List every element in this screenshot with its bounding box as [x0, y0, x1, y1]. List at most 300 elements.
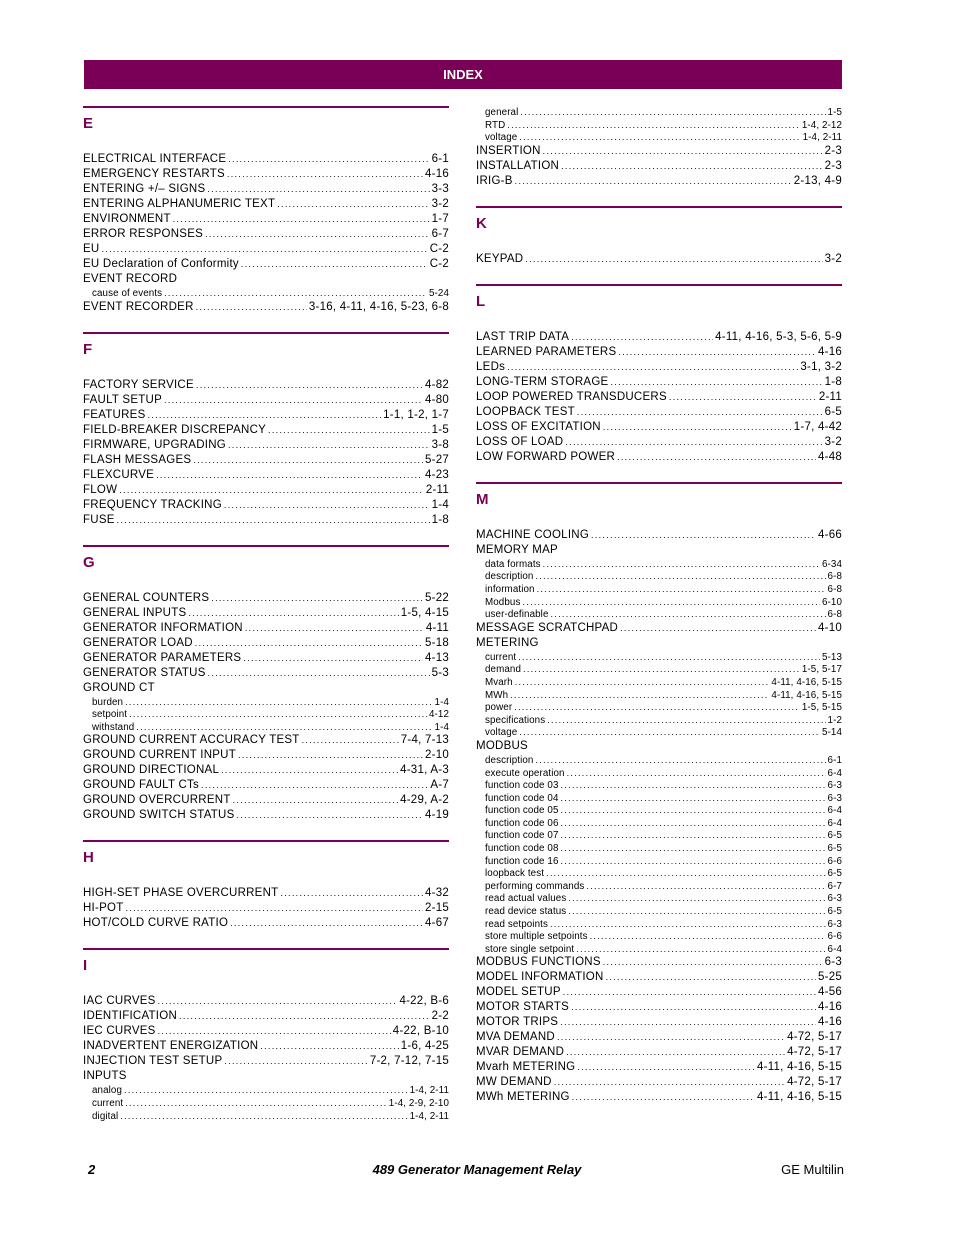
dot-leader — [514, 701, 800, 714]
entry-pages: 1-4, 2-11 — [802, 132, 842, 144]
index-entry-inadvertent-energization — [83, 1039, 449, 1054]
entry-term: Mvarh METERING — [476, 1061, 576, 1074]
section-divider — [83, 332, 449, 334]
entry-term: specifications — [485, 714, 546, 726]
index-subentry-power — [476, 701, 842, 714]
dot-leader — [117, 513, 430, 528]
index-entry-memory-map — [476, 543, 842, 558]
entry-pages: A-7 — [430, 779, 449, 792]
dot-leader — [158, 1024, 391, 1039]
entry-pages: 4-12 — [428, 709, 449, 721]
dot-leader — [561, 804, 826, 817]
entry-term: FREQUENCY TRACKING — [83, 498, 222, 511]
dot-leader — [241, 257, 428, 272]
entry-pages: 3-8 — [431, 438, 449, 451]
entry-term: METERING — [476, 636, 539, 649]
entry-pages: 5-22 — [424, 591, 449, 604]
dot-leader — [617, 450, 816, 465]
entry-pages: 1-4, 2-12 — [801, 119, 842, 131]
dot-leader — [563, 985, 816, 1000]
index-subentry-read-actual-values — [476, 892, 842, 905]
dot-leader — [519, 131, 800, 144]
index-entry-loss-of-excitation — [476, 420, 842, 435]
entry-pages: 1-8 — [431, 513, 449, 526]
entry-term: GROUND CURRENT INPUT — [83, 749, 237, 762]
entry-pages: 4-11 — [425, 621, 449, 634]
entry-pages: 6-3 — [827, 893, 842, 905]
entry-pages: 2-2 — [431, 1010, 449, 1023]
entry-term: HOT/COLD CURVE RATIO — [83, 917, 229, 930]
index-entry-ground-current-input — [83, 748, 449, 763]
dot-leader — [224, 1054, 367, 1069]
entry-term: performing commands — [485, 880, 585, 892]
entry-pages: 7-4, 7-13 — [400, 734, 449, 747]
entry-term: ENTERING +/– SIGNS — [83, 183, 206, 195]
index-section-h — [83, 840, 449, 931]
entry-pages: 4-22, B-6 — [399, 995, 449, 1008]
dot-leader — [561, 159, 823, 174]
entry-pages: 4-66 — [817, 528, 842, 541]
index-subentry-read-setpoints — [476, 918, 842, 931]
dot-leader — [523, 663, 800, 676]
entry-term: ENTERING ALPHANUMERIC TEXT — [83, 198, 276, 210]
index-section-k — [476, 206, 842, 267]
entry-pages: 3-2 — [824, 252, 842, 265]
entry-pages: 2-15 — [424, 902, 449, 915]
entry-term: EU Declaration of Conformity — [83, 258, 239, 270]
entry-pages: 1-4, 2-11 — [409, 1085, 449, 1097]
entry-term: INSTALLATION — [476, 159, 560, 172]
dot-leader — [195, 636, 423, 651]
index-subentry-burden — [83, 696, 449, 709]
entry-pages: 4-67 — [424, 917, 449, 930]
index-entry-hi-pot — [83, 901, 449, 916]
entry-term: HIGH-SET PHASE OVERCURRENT — [83, 887, 279, 900]
entry-pages: 1-4 — [434, 721, 449, 733]
index-entry-entering-signs — [83, 182, 449, 197]
section-letter: I — [83, 957, 88, 975]
entry-term: GROUND DIRECTIONAL — [83, 764, 220, 777]
dot-leader — [230, 916, 423, 931]
entry-pages: 2-11 — [818, 390, 842, 403]
entry-pages: 3-3 — [431, 183, 449, 195]
entry-term: EU — [83, 243, 100, 255]
entry-term: GENERATOR INFORMATION — [83, 621, 243, 634]
entry-term: INSERTION — [476, 144, 541, 157]
index-subentry-voltage — [476, 131, 842, 144]
dot-leader — [535, 754, 825, 767]
dot-leader — [554, 1075, 785, 1090]
entry-pages: 6-6 — [827, 855, 842, 867]
dot-leader — [561, 779, 826, 792]
entry-pages: 5-14 — [821, 727, 842, 739]
dot-leader — [245, 621, 424, 636]
dot-leader — [591, 528, 816, 543]
index-section-i — [83, 948, 449, 1122]
entry-term: general — [485, 107, 519, 118]
entry-pages: 4-11, 4-16, 5-15 — [757, 1061, 842, 1074]
entry-term: ERROR RESPONSES — [83, 228, 204, 240]
entry-term: MOTOR STARTS — [476, 1001, 570, 1014]
index-entry-mvarh-metering — [476, 1060, 842, 1075]
dot-leader — [207, 182, 429, 197]
index-entry-event-record — [83, 272, 449, 287]
entry-term: MODBUS FUNCTIONS — [476, 956, 601, 969]
footer-company: GE Multilin — [781, 1162, 844, 1177]
dot-leader — [179, 1009, 430, 1024]
section-divider — [83, 948, 449, 950]
entry-pages: 4-80 — [424, 393, 449, 406]
dot-leader — [243, 651, 423, 666]
entry-pages: 2-3 — [824, 159, 842, 172]
dot-leader — [158, 994, 398, 1009]
index-subentry-cause-of-events — [83, 287, 449, 300]
dot-leader — [224, 498, 430, 513]
dot-leader — [603, 420, 792, 435]
index-entry-last-trip-data — [476, 330, 842, 345]
dot-leader — [567, 767, 826, 780]
entry-term: INADVERTENT ENERGIZATION — [83, 1040, 259, 1053]
entry-term: burden — [92, 696, 124, 708]
entry-term: MWh — [485, 689, 509, 701]
section-letter: H — [83, 849, 94, 867]
dot-leader — [205, 227, 430, 242]
entry-term: read device status — [485, 906, 567, 918]
entry-pages: 1-1, 1-2, 1-7 — [383, 408, 449, 421]
dot-leader — [227, 167, 423, 182]
entry-pages: 6-3 — [827, 780, 842, 792]
entry-pages: 5-24 — [428, 288, 449, 299]
entry-term: LEDs — [476, 360, 506, 373]
entry-pages: 3-1, 3-2 — [800, 360, 842, 373]
entry-term: LOOP POWERED TRANSDUCERS — [476, 390, 667, 403]
footer-document-title: 489 Generator Management Relay — [372, 1162, 582, 1177]
index-entry-mva-demand — [476, 1030, 842, 1045]
entry-term: LEARNED PARAMETERS — [476, 345, 617, 358]
index-subentry-function-code-08 — [476, 842, 842, 855]
entry-term: FLOW — [83, 483, 118, 496]
entry-pages: 4-82 — [424, 378, 449, 391]
entry-term: MACHINE COOLING — [476, 528, 590, 541]
entry-term: Mvarh — [485, 676, 513, 688]
dot-leader — [148, 408, 382, 423]
dot-leader — [193, 453, 423, 468]
index-subentry-modbus — [476, 596, 842, 609]
index-entry-loop-powered-transducers — [476, 390, 842, 405]
entry-term: description — [485, 571, 534, 583]
entry-pages: 4-16 — [817, 1001, 842, 1014]
entry-term: function code 05 — [485, 805, 559, 817]
index-entry-environment — [83, 212, 449, 227]
index-subentry-function-code-03 — [476, 779, 842, 792]
index-entry-high-set-phase-overcurrent — [83, 886, 449, 901]
dot-leader — [551, 608, 826, 621]
entry-term: LOSS OF EXCITATION — [476, 420, 601, 433]
index-entry-error-responses — [83, 227, 449, 242]
entry-term: Modbus — [485, 596, 521, 608]
section-divider — [476, 284, 842, 286]
index-subentry-user-definable — [476, 608, 842, 621]
entry-term: MODBUS — [476, 739, 528, 752]
dot-leader — [515, 174, 792, 189]
entry-pages: 1-4, 2-11 — [409, 1110, 449, 1122]
index-entry-generator-load — [83, 636, 449, 651]
index-subentry-information — [476, 583, 842, 596]
entry-pages: 2-3 — [824, 144, 842, 157]
entry-term: MOTOR TRIPS — [476, 1016, 559, 1029]
index-entry-entering-alphanumeric-text — [83, 197, 449, 212]
dot-leader — [221, 763, 398, 778]
dot-leader — [535, 570, 825, 583]
section-letter: F — [83, 340, 93, 358]
entry-pages: 4-22, B-10 — [392, 1025, 449, 1038]
section-divider — [83, 106, 449, 108]
entry-term: user-definable — [485, 609, 549, 621]
entry-term: FUSE — [83, 513, 115, 526]
entry-pages: 6-5 — [827, 906, 842, 918]
entry-term: HI-POT — [83, 902, 124, 915]
entry-term: FAULT SETUP — [83, 393, 163, 406]
entry-term: MODEL SETUP — [476, 986, 561, 999]
index-entry-flexcurve — [83, 468, 449, 483]
entry-pages: 4-19 — [424, 809, 449, 822]
index-subentry-read-device-status — [476, 905, 842, 918]
dot-leader — [522, 596, 820, 609]
entry-term: function code 07 — [485, 830, 559, 842]
index-subentry-performing-commands — [476, 880, 842, 893]
entry-pages: 5-13 — [821, 651, 842, 663]
left-index-column — [83, 106, 449, 1139]
dot-leader — [572, 1090, 755, 1105]
index-subentry-voltage — [476, 726, 842, 739]
index-subentry-analog — [83, 1084, 449, 1097]
entry-term: FEATURES — [83, 408, 146, 421]
dot-leader — [136, 721, 432, 734]
index-section-m — [476, 482, 842, 1106]
dot-leader — [101, 242, 427, 257]
index-entry-hot-cold-curve-ratio — [83, 916, 449, 931]
index-entry-modbus-functions — [476, 955, 842, 970]
entry-term: LOOPBACK TEST — [476, 405, 575, 418]
index-subentry-description — [476, 754, 842, 767]
index-entry-mwh-metering — [476, 1090, 842, 1105]
entry-pages: 6-6 — [827, 931, 842, 943]
entry-pages: 4-23 — [424, 468, 449, 481]
entry-term: IRIG-B — [476, 174, 513, 187]
index-entry-modbus — [476, 739, 842, 754]
index-entry-fuse — [83, 513, 449, 528]
entry-pages: 1-8 — [824, 375, 842, 388]
dot-leader — [537, 583, 826, 596]
entry-term: execute operation — [485, 767, 565, 779]
entry-term: GROUND CURRENT ACCURACY TEST — [83, 734, 300, 747]
entry-term: RTD — [485, 119, 506, 131]
entry-pages: 2-10 — [424, 749, 449, 762]
index-entry-leds — [476, 360, 842, 375]
entry-term: GROUND OVERCURRENT — [83, 794, 231, 807]
entry-term: MWh METERING — [476, 1091, 570, 1104]
entry-pages: 4-13 — [424, 651, 449, 664]
entry-pages: 3-2 — [431, 198, 449, 210]
dot-leader — [606, 970, 816, 985]
dot-leader — [201, 778, 428, 793]
index-subentry-function-code-16 — [476, 855, 842, 868]
dot-leader — [515, 676, 770, 689]
index-entry-frequency-tracking — [83, 498, 449, 513]
entry-pages: 1-4, 2-9, 2-10 — [388, 1097, 449, 1109]
index-subentry-description — [476, 570, 842, 583]
entry-term: LOSS OF LOAD — [476, 435, 564, 448]
section-letter: K — [476, 214, 487, 232]
entry-term: read setpoints — [485, 918, 548, 930]
entry-pages: 4-16 — [817, 345, 842, 358]
entry-pages: 1-5, 4-15 — [400, 606, 449, 619]
entry-pages: 1-5, 5-15 — [801, 702, 842, 714]
dot-leader — [560, 1015, 816, 1030]
index-entry-irig-b — [476, 174, 842, 189]
dot-leader — [277, 197, 429, 212]
entry-pages: 1-7, 4-42 — [793, 420, 842, 433]
entry-term: INJECTION TEST SETUP — [83, 1055, 223, 1068]
entry-term: MEMORY MAP — [476, 543, 558, 556]
index-entry-ground-ct — [83, 681, 449, 696]
entry-pages: C-2 — [429, 258, 449, 270]
entry-pages: 4-11, 4-16, 5-3, 5-6, 5-9 — [715, 330, 842, 343]
entry-term: function code 04 — [485, 792, 559, 804]
entry-term: ENVIRONMENT — [83, 213, 171, 225]
index-entry-model-information — [476, 970, 842, 985]
entry-pages: 6-8 — [827, 583, 842, 595]
entry-term: MVAR DEMAND — [476, 1046, 565, 1059]
entry-pages: 4-48 — [817, 450, 842, 463]
entry-term: data formats — [485, 558, 541, 570]
entry-term: GENERAL COUNTERS — [83, 591, 210, 604]
entry-pages: 1-4 — [434, 696, 449, 708]
index-subentry-store-multiple-setpoints — [476, 930, 842, 943]
entry-term: voltage — [485, 132, 518, 144]
entry-term: current — [92, 1097, 124, 1109]
entry-pages: 5-18 — [424, 636, 449, 649]
section-letter: E — [83, 115, 94, 132]
entry-pages: 6-8 — [827, 609, 842, 621]
section-divider — [476, 482, 842, 484]
entry-term: ELECTRICAL INTERFACE — [83, 153, 227, 165]
index-subentry-function-code-05 — [476, 804, 842, 817]
entry-term: FIRMWARE, UPGRADING — [83, 438, 226, 451]
index-entry-model-setup — [476, 985, 842, 1000]
index-entry-event-recorder — [83, 300, 449, 315]
index-subentry-mvarh — [476, 676, 842, 689]
entry-term: cause of events — [92, 288, 163, 299]
entry-pages: 5-25 — [817, 971, 842, 984]
dot-leader — [120, 1110, 407, 1123]
dot-leader — [561, 842, 826, 855]
dot-leader — [125, 696, 432, 709]
dot-leader — [238, 748, 423, 763]
dot-leader — [228, 152, 429, 167]
entry-term: current — [485, 651, 517, 663]
section-letter: G — [83, 553, 95, 571]
entry-pages: 3-16, 4-11, 4-16, 5-23, 6-8 — [308, 300, 449, 313]
entry-term: loopback test — [485, 868, 545, 880]
entry-term: GROUND FAULT CTs — [83, 779, 200, 792]
entry-pages: 6-10 — [821, 596, 842, 608]
index-subentry-store-single-setpoint — [476, 943, 842, 956]
entry-pages: 6-1 — [431, 153, 449, 165]
entry-term: function code 03 — [485, 780, 559, 792]
dot-leader — [518, 651, 820, 664]
entry-term: store multiple setpoints — [485, 931, 588, 943]
index-section-e — [83, 106, 449, 315]
entry-pages: 2-11 — [425, 483, 449, 496]
dot-leader — [571, 330, 713, 345]
entry-pages: 6-5 — [827, 843, 842, 855]
index-subentry-general — [476, 106, 842, 119]
entry-term: GROUND SWITCH STATUS — [83, 809, 235, 822]
dot-leader — [543, 144, 823, 159]
entry-pages: 4-11, 4-16, 5-15 — [757, 1091, 842, 1104]
entry-pages: 1-5 — [827, 107, 842, 118]
index-entry-electrical-interface — [83, 152, 449, 167]
entry-term: FIELD-BREAKER DISCREPANCY — [83, 423, 267, 436]
entry-pages: 6-5 — [827, 830, 842, 842]
dot-leader — [561, 817, 826, 830]
entry-term: GENERATOR LOAD — [83, 636, 193, 649]
index-subentry-data-formats — [476, 558, 842, 571]
entry-term: power — [485, 702, 513, 714]
index-entry-generator-information — [83, 621, 449, 636]
entry-pages: 4-72, 5-17 — [787, 1046, 842, 1059]
entry-pages: 1-5, 5-17 — [801, 664, 842, 676]
index-entry-generator-parameters — [83, 651, 449, 666]
entry-pages: 2-13, 4-9 — [793, 174, 842, 187]
index-subentry-function-code-04 — [476, 792, 842, 805]
entry-term: GROUND CT — [83, 681, 155, 694]
index-entry-keypad — [476, 252, 842, 267]
section-divider — [476, 206, 842, 208]
dot-leader — [233, 793, 398, 808]
entry-term: KEYPAD — [476, 252, 524, 265]
index-entry-loss-of-load — [476, 435, 842, 450]
entry-term: GENERATOR STATUS — [83, 666, 206, 679]
dot-leader — [211, 591, 423, 606]
entry-term: LAST TRIP DATA — [476, 330, 570, 343]
entry-pages: 4-11, 4-16, 5-15 — [771, 676, 842, 688]
index-entry-insertion — [476, 144, 842, 159]
index-entry-generator-status — [83, 666, 449, 681]
dot-leader — [173, 212, 430, 227]
entry-term: LOW FORWARD POWER — [476, 450, 616, 463]
entry-pages: 6-3 — [824, 956, 842, 969]
entry-term: IAC CURVES — [83, 995, 156, 1008]
index-section-f — [83, 332, 449, 528]
entry-term: EVENT RECORD — [83, 273, 178, 285]
index-entry-mw-demand — [476, 1075, 842, 1090]
entry-pages: 4-56 — [817, 986, 842, 999]
dot-leader — [520, 106, 825, 119]
footer-page-number: 2 — [88, 1162, 96, 1177]
entry-pages: 6-4 — [827, 767, 842, 779]
entry-pages: 4-16 — [424, 168, 449, 180]
index-entry-metering — [476, 636, 842, 651]
entry-pages: 4-72, 5-17 — [787, 1031, 842, 1044]
index-entry-ground-overcurrent — [83, 793, 449, 808]
entry-term: store single setpoint — [485, 943, 575, 955]
index-section-g — [83, 545, 449, 824]
dot-leader — [546, 867, 826, 880]
entry-pages: 1-2 — [827, 714, 842, 726]
dot-leader — [196, 378, 423, 393]
